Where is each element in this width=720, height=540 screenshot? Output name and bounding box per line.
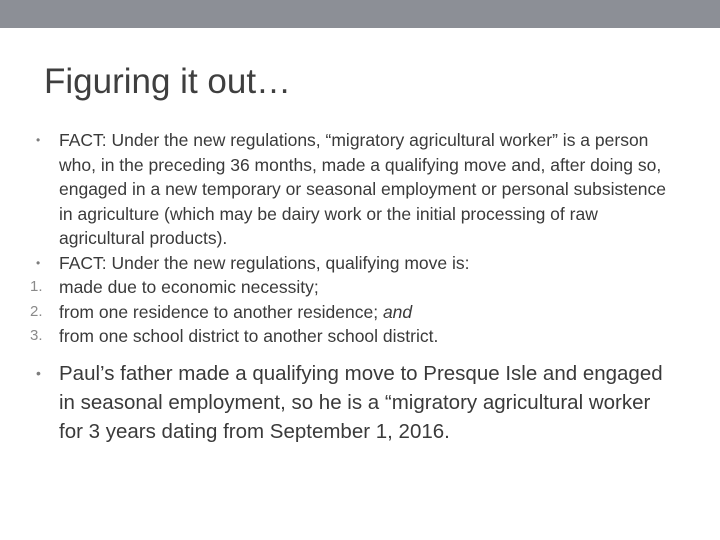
numbered-text: from one school district to another school district. [59, 326, 439, 346]
numbered-text: from one residence to another residence; [59, 301, 379, 322]
list-number: 1. [30, 278, 43, 295]
slide-title: Figuring it out… [44, 62, 292, 101]
numbered-text-emphasis: and [382, 301, 413, 322]
bullet-icon: • [36, 133, 41, 147]
numbered-item [30, 300, 676, 325]
bullet-text: FACT: Under the new regulations, qualifying move is: [59, 252, 470, 273]
bullet-text: FACT: Under the new regulations, “migratory agricultural worker” is a person who, in the preceding 36 months, made a qualifying move and, after doing so, engaged in a new temporary or seasonal employment or personal subsistence in agriculture (which may be dairy work or the initial processing of raw agricultural products). [59, 130, 667, 248]
slide-content [30, 128, 676, 446]
list-number: 2. [30, 302, 43, 320]
numbered-item [30, 275, 676, 300]
numbered-item [30, 324, 676, 349]
slide-top-bar [0, 0, 720, 28]
bullet-text: Paul’s father made a qualifying move to Presque Isle and engaged in seasonal employment, so he is a “migratory agricultural worker for 3 years dating from September 1, 2016. [59, 361, 663, 443]
bullet-icon: • [36, 255, 41, 270]
list-number: 3. [30, 327, 43, 344]
bullet-item [36, 128, 676, 251]
bullet-item [36, 251, 676, 276]
bullet-icon: • [36, 364, 41, 381]
numbered-text: made due to economic necessity; [59, 277, 319, 297]
bullet-item [36, 359, 676, 446]
